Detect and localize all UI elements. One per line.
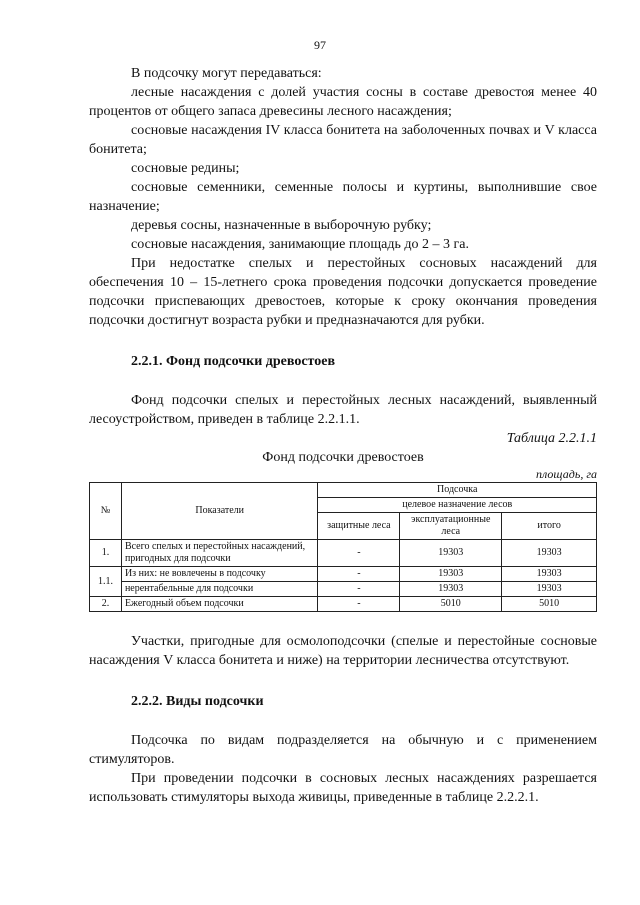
row-protective: - <box>318 582 400 597</box>
table-row <box>90 540 597 567</box>
row-label: Ежегодный объем подсочки <box>121 597 318 612</box>
intro-item: сосновые семенники, семенные полосы и куртины, выполнившие свое назначение; <box>89 180 597 214</box>
intro-item: деревья сосны, назначенные в выборочную рубку; <box>131 218 432 233</box>
row-total: 19303 <box>502 582 597 597</box>
row-label: Всего спелых и перестойных насаждений, пригодных для подсочки <box>121 540 318 567</box>
row-num: 1. <box>90 540 122 567</box>
fund-paragraph: Фонд подсочки спелых и перестойных лесных насаждений, выявленный лесоустройством, приведен в таблице 2.2.1.1. <box>89 393 597 427</box>
types-paragraph-2: При проведении подсочки в сосновых лесных насаждениях разрешается использовать стимуляторы выхода живицы, приведенные в таблице 2.2.2.1. <box>89 771 597 805</box>
table-row <box>90 597 597 612</box>
row-exploitation: 19303 <box>400 582 502 597</box>
header-exploitation: эксплуатационные леса <box>400 513 502 540</box>
table-label: Таблица 2.2.1.1 <box>506 431 597 446</box>
row-exploitation: 5010 <box>400 597 502 612</box>
header-indicators: Показатели <box>121 483 318 540</box>
header-num: № <box>90 483 122 540</box>
intro-item: сосновые насаждения IV класса бонитета на заболоченных почвах и V класса бонитета; <box>89 123 597 157</box>
row-label: нерентабельные для подсочки <box>121 582 318 597</box>
header-total: итого <box>502 513 597 540</box>
intro-item: сосновые редины; <box>131 161 240 176</box>
intro-lead: В подсочку могут передаваться: <box>131 66 322 81</box>
row-label: Из них: не вовлечены в подсочку <box>121 567 318 582</box>
section-heading-fund: 2.2.1. Фонд подсочки древостоев <box>131 354 336 369</box>
header-protective: защитные леса <box>318 513 400 540</box>
row-protective: - <box>318 540 400 567</box>
document-body <box>89 64 597 807</box>
row-total: 5010 <box>502 597 597 612</box>
header-podsochka: Подсочка <box>318 483 597 498</box>
intro-item: сосновые насаждения, занимающие площадь до 2 – 3 га. <box>131 237 469 252</box>
row-num: 2. <box>90 597 122 612</box>
header-purpose: целевое назначение лесов <box>318 498 597 513</box>
row-exploitation: 19303 <box>400 540 502 567</box>
after-table-paragraph: Участки, пригодные для осмолоподсочки (спелые и перестойные сосновые насаждения V класса бонитета и ниже) на территории лесничества отсутствуют. <box>89 634 597 668</box>
row-total: 19303 <box>502 540 597 567</box>
intro-item: лесные насаждения с долей участия сосны в составе древостоя менее 40 процентов от общего запаса древесины лесного насаждения; <box>89 85 597 119</box>
row-protective: - <box>318 567 400 582</box>
row-exploitation: 19303 <box>400 567 502 582</box>
table-row <box>90 582 597 597</box>
types-paragraph-1: Подсочка по видам подразделяется на обычную и с применением стимуляторов. <box>89 733 597 767</box>
row-total: 19303 <box>502 567 597 582</box>
row-protective: - <box>318 597 400 612</box>
table-row <box>90 567 597 582</box>
fund-table <box>89 482 597 612</box>
row-num: 1.1. <box>90 567 122 597</box>
table-unit: площадь, га <box>536 467 597 481</box>
intro-closing: При недостатке спелых и перестойных сосновых насаждений для обеспечения 10 – 15-летнего срока проведения подсочки допускается проведение подсочки приспевающих древостоев, которые к сроку окончания проведения подсочки достигнут возраста рубки и предназначаются для рубки. <box>89 256 597 328</box>
page-number: 97 <box>314 38 326 52</box>
section-heading-types: 2.2.2. Виды подсочки <box>131 694 264 709</box>
table-title: Фонд подсочки древостоев <box>262 450 424 465</box>
